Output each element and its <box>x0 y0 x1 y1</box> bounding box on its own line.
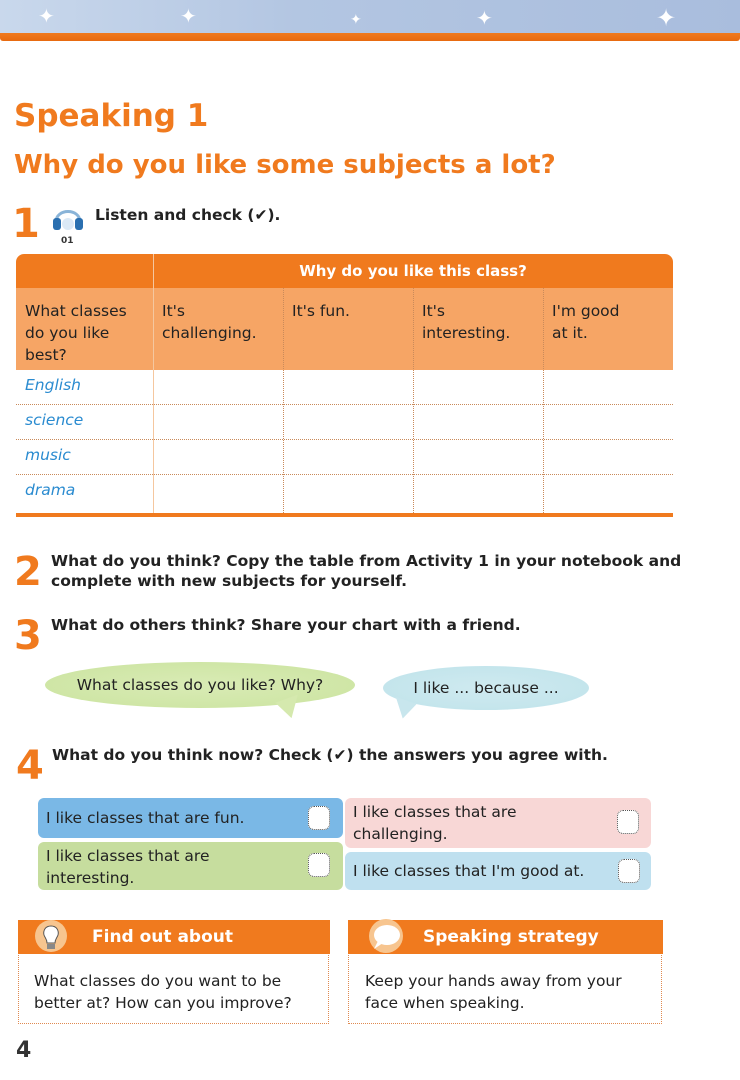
speech-bubble-icon <box>364 918 408 958</box>
table-col-header: It's fun. <box>292 302 350 320</box>
sparkle-icon: ✦ <box>350 12 362 28</box>
activity-number: 1 <box>12 201 40 247</box>
banner-stripe <box>0 33 740 41</box>
speech-bubble-answer-text: I like ... because ... <box>413 679 559 697</box>
sparkle-icon: ✦ <box>180 4 197 28</box>
sparkle-icon: ✦ <box>38 4 55 28</box>
column-divider <box>543 288 544 513</box>
row-subject: music <box>25 446 71 464</box>
activity-instruction: Listen and check (✔). <box>95 206 281 224</box>
activity-number: 3 <box>14 613 42 659</box>
sparkle-icon: ✦ <box>476 6 493 30</box>
lightbulb-icon <box>34 918 68 958</box>
headphones-icon[interactable] <box>50 202 86 232</box>
activity-instruction: What do you think now? Check (✔) the answers you agree with. <box>52 746 608 764</box>
option-good-at[interactable]: I like classes that I'm good at. <box>345 852 651 890</box>
table-row <box>16 475 673 510</box>
checkbox[interactable] <box>308 806 330 830</box>
top-banner <box>0 0 740 36</box>
table-bottom-border <box>16 513 673 517</box>
checkbox[interactable] <box>308 853 330 877</box>
activity-instruction: What do others think? Share your chart with a friend. <box>51 616 521 634</box>
table-header-caption: Why do you like this class? <box>299 262 527 280</box>
row-subject: science <box>25 411 84 429</box>
option-fun[interactable]: I like classes that are fun. <box>38 798 343 838</box>
strategy-text: Keep your hands away from your face when speaking. <box>365 972 622 1012</box>
subjects-table <box>16 254 673 517</box>
row-subject: drama <box>25 481 76 499</box>
audio-track-number: 01 <box>61 236 74 246</box>
table-col-header: I'm good at it. <box>552 302 620 342</box>
table-header-row <box>16 288 673 370</box>
strategy-heading: Speaking strategy <box>348 920 663 954</box>
checkbox[interactable] <box>618 859 640 883</box>
option-interesting[interactable]: I like classes that are interesting. <box>38 842 343 890</box>
column-divider <box>413 288 414 513</box>
table-header-band <box>16 254 673 288</box>
table-col-header: It's interesting. <box>422 302 511 342</box>
sparkle-icon: ✦ <box>656 4 677 32</box>
table-col-header: It's challenging. <box>162 302 257 342</box>
speech-bubble-question-text: What classes do you like? Why? <box>76 676 324 694</box>
checkbox[interactable] <box>617 810 639 834</box>
column-divider <box>283 288 284 513</box>
table-row <box>16 405 673 440</box>
table-col-header: What classes do you like best? <box>25 302 127 364</box>
activity-number: 2 <box>14 549 42 595</box>
find-out-heading: Find out about <box>18 920 330 954</box>
table-row <box>16 440 673 475</box>
column-divider <box>153 254 154 517</box>
option-challenging[interactable]: I like classes that are challenging. <box>345 798 651 848</box>
page-subtitle: Why do you like some subjects a lot? <box>14 150 556 180</box>
table-row <box>16 370 673 405</box>
activity-number: 4 <box>16 743 44 789</box>
page-title: Speaking 1 <box>14 98 209 134</box>
page-number: 4 <box>16 1038 32 1063</box>
row-subject: English <box>25 376 81 394</box>
activity-instruction: What do you think? Copy the table from Activity 1 in your notebook and complete with new subjects for yourself. <box>51 552 682 590</box>
find-out-text: What classes do you want to be better at? How can you improve? <box>34 972 292 1012</box>
